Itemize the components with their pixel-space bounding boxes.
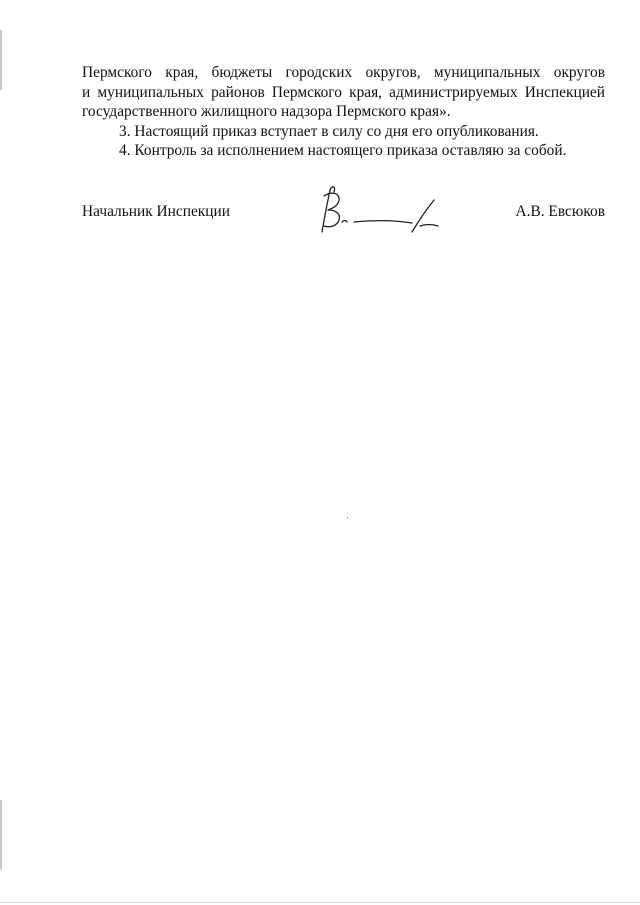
signatory-name: А.В. Евсюков <box>515 203 605 220</box>
scan-speck <box>347 517 348 518</box>
paragraph-continuation-line: Пермского края, бюджеты городских округов, муниципальных округов <box>82 64 605 81</box>
document-body <box>82 63 605 161</box>
paragraph-continuation-line: и муниципальных районов Пермского края, администрируемых Инспекцией <box>82 83 605 101</box>
paragraph-item-4: 4. Контроль за исполнением настоящего приказа оставляю за собой. <box>119 142 567 159</box>
handwritten-signature <box>294 182 454 238</box>
paragraph-item-3: 3. Настоящий приказ вступает в силу со дня его опубликования. <box>119 122 539 140</box>
signature-block <box>82 198 605 238</box>
signatory-position: Начальник Инспекции <box>82 203 230 220</box>
scan-edge-mark <box>0 800 2 870</box>
scan-edge-mark <box>0 30 2 90</box>
scan-bottom-edge <box>0 902 640 903</box>
paragraph-continuation-line: государственного жилищного надзора Пермского края». <box>82 103 451 120</box>
